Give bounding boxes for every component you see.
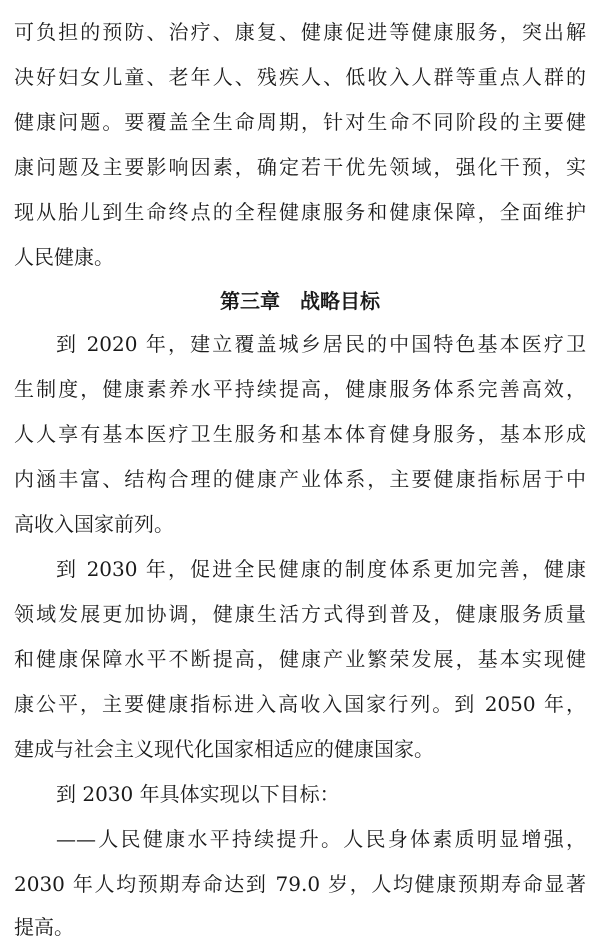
paragraph-line: ——人民健康水平持续提升。人民身体素质明显增强， (56, 827, 586, 851)
paragraph-line: 2030 年人均预期寿命达到 79.0 岁，人均健康预期寿命显著 (14, 872, 586, 896)
paragraph-line: 提高。 (14, 915, 74, 939)
paragraph-line: 现从胎儿到生命终点的全程健康服务和健康保障，全面维护 (14, 200, 586, 224)
paragraph-line: 内涵丰富、结构合理的健康产业体系，主要健康指标居于中 (14, 467, 586, 491)
paragraph-line: 到 2030 年，促进全民健康的制度体系更加完善，健康 (56, 557, 586, 581)
paragraph-line: 人人享有基本医疗卫生服务和基本体育健身服务，基本形成 (14, 422, 586, 446)
paragraph-line: 人民健康。 (14, 245, 114, 269)
paragraph-line: 高收入国家前列。 (14, 512, 174, 536)
paragraph-line: 领域发展更加协调，健康生活方式得到普及，健康服务质量 (14, 602, 586, 626)
paragraph-line: 可负担的预防、治疗、康复、健康促进等健康服务，突出解 (14, 20, 586, 44)
paragraph-line: 生制度，健康素养水平持续提高，健康服务体系完善高效， (14, 377, 586, 401)
paragraph-line: 健康问题。要覆盖全生命周期，针对生命不同阶段的主要健 (14, 110, 586, 134)
paragraph-line: 决好妇女儿童、老年人、残疾人、低收入人群等重点人群的 (14, 65, 586, 89)
paragraph-line: 到 2020 年，建立覆盖城乡居民的中国特色基本医疗卫 (56, 332, 586, 356)
paragraph-line: 和健康保障水平不断提高，健康产业繁荣发展，基本实现健 (14, 647, 586, 671)
chapter-heading: 第三章 战略目标 (220, 289, 380, 313)
paragraph-line: 到 2030 年具体实现以下目标： (56, 782, 340, 806)
paragraph-line: 康公平，主要健康指标进入高收入国家行列。到 2050 年， (14, 692, 586, 716)
paragraph-line: 建成与社会主义现代化国家相适应的健康国家。 (14, 737, 434, 761)
paragraph-line: 康问题及主要影响因素，确定若干优先领域，强化干预，实 (14, 155, 586, 179)
